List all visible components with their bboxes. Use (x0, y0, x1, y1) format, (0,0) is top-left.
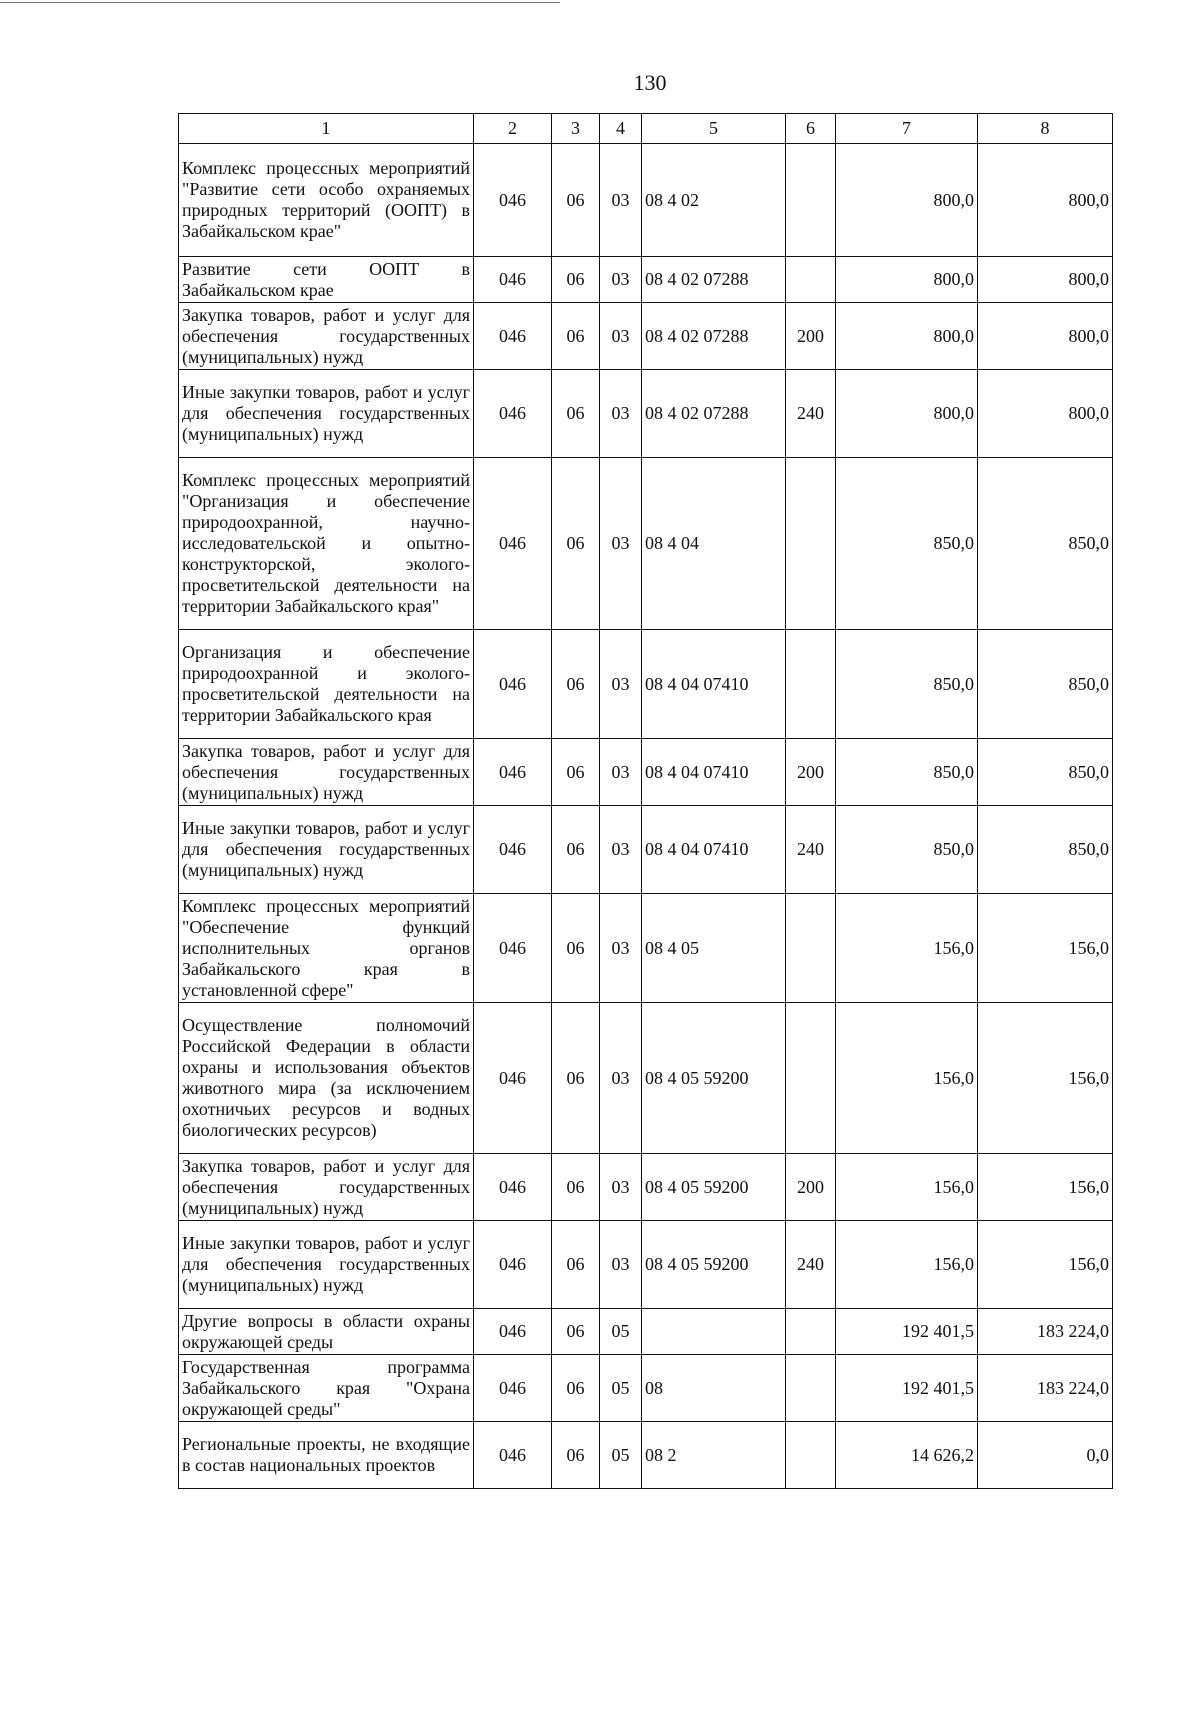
row-subsection-cell: 03 (600, 630, 642, 739)
row-name-cell: Закупка товаров, работ и услуг для обеспечения государственных (муниципальных) нужд (179, 739, 474, 806)
row-expense-type-cell (786, 1309, 836, 1355)
row-section-cell: 06 (552, 630, 600, 739)
header-col-2: 2 (474, 114, 552, 144)
row-amount-col7-cell: 14 626,2 (836, 1422, 978, 1489)
table-row (179, 806, 1113, 894)
row-amount-col7-cell: 850,0 (836, 630, 978, 739)
row-expense-type-cell: 240 (786, 370, 836, 458)
row-section-cell: 06 (552, 257, 600, 303)
row-target-article-cell: 08 4 05 59200 (642, 1221, 786, 1309)
row-subsection-cell: 03 (600, 1154, 642, 1221)
row-admin-code-cell: 046 (474, 739, 552, 806)
row-admin-code-cell: 046 (474, 458, 552, 630)
row-name-cell: Комплекс процессных мероприятий "Обеспечение функций исполнительных органов Забайкальского края в установленной сфере" (179, 894, 474, 1003)
row-amount-col8-cell: 800,0 (978, 303, 1113, 370)
row-subsection-cell: 03 (600, 806, 642, 894)
row-amount-col8-cell: 183 224,0 (978, 1355, 1113, 1422)
row-admin-code-cell: 046 (474, 1422, 552, 1489)
row-section-cell: 06 (552, 806, 600, 894)
table-row (179, 303, 1113, 370)
table-row (179, 1003, 1113, 1154)
header-col-7: 7 (836, 114, 978, 144)
row-target-article-cell: 08 2 (642, 1422, 786, 1489)
header-col-5: 5 (642, 114, 786, 144)
row-subsection-cell: 03 (600, 894, 642, 1003)
row-name-cell: Комплекс процессных мероприятий "Развитие сети особо охраняемых природных территорий (ООПТ) в Забайкальском крае" (179, 144, 474, 257)
row-expense-type-cell: 240 (786, 806, 836, 894)
row-name-cell: Государственная программа Забайкальского края "Охрана окружающей среды" (179, 1355, 474, 1422)
row-amount-col8-cell: 156,0 (978, 1154, 1113, 1221)
row-expense-type-cell: 240 (786, 1221, 836, 1309)
row-target-article-cell: 08 4 04 07410 (642, 630, 786, 739)
row-expense-type-cell: 200 (786, 739, 836, 806)
row-admin-code-cell: 046 (474, 630, 552, 739)
row-admin-code-cell: 046 (474, 1355, 552, 1422)
table-row (179, 1309, 1113, 1355)
row-subsection-cell: 03 (600, 303, 642, 370)
row-name-cell: Иные закупки товаров, работ и услуг для обеспечения государственных (муниципальных) нужд (179, 370, 474, 458)
row-amount-col7-cell: 156,0 (836, 894, 978, 1003)
row-subsection-cell: 03 (600, 1003, 642, 1154)
row-amount-col8-cell: 850,0 (978, 458, 1113, 630)
table-row (179, 144, 1113, 257)
row-expense-type-cell (786, 1422, 836, 1489)
row-amount-col7-cell: 800,0 (836, 144, 978, 257)
table-row (179, 370, 1113, 458)
row-target-article-cell: 08 (642, 1355, 786, 1422)
row-amount-col8-cell: 800,0 (978, 144, 1113, 257)
row-expense-type-cell (786, 458, 836, 630)
row-expense-type-cell: 200 (786, 303, 836, 370)
header-row (179, 114, 1113, 144)
row-expense-type-cell (786, 1003, 836, 1154)
row-name-cell: Иные закупки товаров, работ и услуг для обеспечения государственных (муниципальных) нужд (179, 806, 474, 894)
row-expense-type-cell: 200 (786, 1154, 836, 1221)
row-target-article-cell: 08 4 05 59200 (642, 1154, 786, 1221)
row-expense-type-cell (786, 1355, 836, 1422)
row-amount-col8-cell: 183 224,0 (978, 1309, 1113, 1355)
row-admin-code-cell: 046 (474, 144, 552, 257)
table-row (179, 1422, 1113, 1489)
row-name-cell: Развитие сети ООПТ в Забайкальском крае (179, 257, 474, 303)
row-admin-code-cell: 046 (474, 303, 552, 370)
row-section-cell: 06 (552, 1003, 600, 1154)
row-admin-code-cell: 046 (474, 1309, 552, 1355)
row-section-cell: 06 (552, 303, 600, 370)
table-row (179, 630, 1113, 739)
row-subsection-cell: 03 (600, 257, 642, 303)
row-amount-col8-cell: 850,0 (978, 739, 1113, 806)
row-amount-col8-cell: 850,0 (978, 806, 1113, 894)
row-amount-col7-cell: 850,0 (836, 806, 978, 894)
row-target-article-cell: 08 4 04 (642, 458, 786, 630)
page-number: 130 (633, 70, 667, 95)
row-amount-col8-cell: 0,0 (978, 1422, 1113, 1489)
row-subsection-cell: 05 (600, 1422, 642, 1489)
row-admin-code-cell: 046 (474, 1154, 552, 1221)
row-admin-code-cell: 046 (474, 806, 552, 894)
row-target-article-cell: 08 4 05 (642, 894, 786, 1003)
row-expense-type-cell (786, 630, 836, 739)
row-target-article-cell: 08 4 02 07288 (642, 303, 786, 370)
row-amount-col7-cell: 156,0 (836, 1154, 978, 1221)
table-row (179, 458, 1113, 630)
table-row (179, 1221, 1113, 1309)
row-target-article-cell: 08 4 02 07288 (642, 370, 786, 458)
row-amount-col7-cell: 156,0 (836, 1221, 978, 1309)
row-subsection-cell: 03 (600, 739, 642, 806)
row-name-cell: Осуществление полномочий Российской Федерации в области охраны и использования объектов животного мира (за исключением охотничьих ресурсов и водных биологических ресурсов) (179, 1003, 474, 1154)
row-amount-col8-cell: 156,0 (978, 1003, 1113, 1154)
row-subsection-cell: 03 (600, 144, 642, 257)
row-target-article-cell: 08 4 02 (642, 144, 786, 257)
header-col-8: 8 (978, 114, 1113, 144)
row-admin-code-cell: 046 (474, 1221, 552, 1309)
table-row (179, 257, 1113, 303)
table-row (179, 1154, 1113, 1221)
row-amount-col7-cell: 850,0 (836, 458, 978, 630)
row-admin-code-cell: 046 (474, 1003, 552, 1154)
row-name-cell: Региональные проекты, не входящие в состав национальных проектов (179, 1422, 474, 1489)
row-amount-col7-cell: 192 401,5 (836, 1309, 978, 1355)
table-row (179, 1355, 1113, 1422)
row-target-article-cell (642, 1309, 786, 1355)
row-subsection-cell: 05 (600, 1309, 642, 1355)
row-amount-col8-cell: 850,0 (978, 630, 1113, 739)
row-section-cell: 06 (552, 894, 600, 1003)
row-target-article-cell: 08 4 04 07410 (642, 806, 786, 894)
header-col-6: 6 (786, 114, 836, 144)
row-section-cell: 06 (552, 370, 600, 458)
budget-table (178, 113, 1113, 1489)
row-amount-col7-cell: 800,0 (836, 303, 978, 370)
row-subsection-cell: 05 (600, 1355, 642, 1422)
row-section-cell: 06 (552, 1355, 600, 1422)
row-amount-col7-cell: 800,0 (836, 257, 978, 303)
row-subsection-cell: 03 (600, 458, 642, 630)
row-amount-col7-cell: 850,0 (836, 739, 978, 806)
row-section-cell: 06 (552, 1309, 600, 1355)
row-subsection-cell: 03 (600, 370, 642, 458)
row-target-article-cell: 08 4 04 07410 (642, 739, 786, 806)
row-name-cell: Другие вопросы в области охраны окружающей среды (179, 1309, 474, 1355)
row-amount-col8-cell: 800,0 (978, 257, 1113, 303)
row-amount-col7-cell: 156,0 (836, 1003, 978, 1154)
row-amount-col7-cell: 800,0 (836, 370, 978, 458)
row-section-cell: 06 (552, 144, 600, 257)
header-col-1: 1 (179, 114, 474, 144)
row-amount-col7-cell: 192 401,5 (836, 1355, 978, 1422)
row-subsection-cell: 03 (600, 1221, 642, 1309)
row-target-article-cell: 08 4 02 07288 (642, 257, 786, 303)
table-body (179, 144, 1113, 1489)
row-admin-code-cell: 046 (474, 257, 552, 303)
row-target-article-cell: 08 4 05 59200 (642, 1003, 786, 1154)
row-name-cell: Закупка товаров, работ и услуг для обеспечения государственных (муниципальных) нужд (179, 1154, 474, 1221)
row-admin-code-cell: 046 (474, 894, 552, 1003)
row-amount-col8-cell: 156,0 (978, 1221, 1113, 1309)
row-section-cell: 06 (552, 739, 600, 806)
row-expense-type-cell (786, 257, 836, 303)
row-amount-col8-cell: 800,0 (978, 370, 1113, 458)
header-col-4: 4 (600, 114, 642, 144)
row-section-cell: 06 (552, 1154, 600, 1221)
row-admin-code-cell: 046 (474, 370, 552, 458)
row-name-cell: Иные закупки товаров, работ и услуг для обеспечения государственных (муниципальных) нужд (179, 1221, 474, 1309)
row-expense-type-cell (786, 894, 836, 1003)
row-section-cell: 06 (552, 1422, 600, 1489)
row-name-cell: Организация и обеспечение природоохранной и эколого-просветительской деятельности на территории Забайкальского края (179, 630, 474, 739)
table-row (179, 739, 1113, 806)
row-section-cell: 06 (552, 458, 600, 630)
table-row (179, 894, 1113, 1003)
top-border-line (0, 2, 560, 3)
row-section-cell: 06 (552, 1221, 600, 1309)
header-col-3: 3 (552, 114, 600, 144)
row-amount-col8-cell: 156,0 (978, 894, 1113, 1003)
row-expense-type-cell (786, 144, 836, 257)
row-name-cell: Закупка товаров, работ и услуг для обеспечения государственных (муниципальных) нужд (179, 303, 474, 370)
row-name-cell: Комплекс процессных мероприятий "Организация и обеспечение природоохранной, научно-исследовательской и опытно-конструкторской, эколого-просветительской деятельности на территории Забайкальского края" (179, 458, 474, 630)
